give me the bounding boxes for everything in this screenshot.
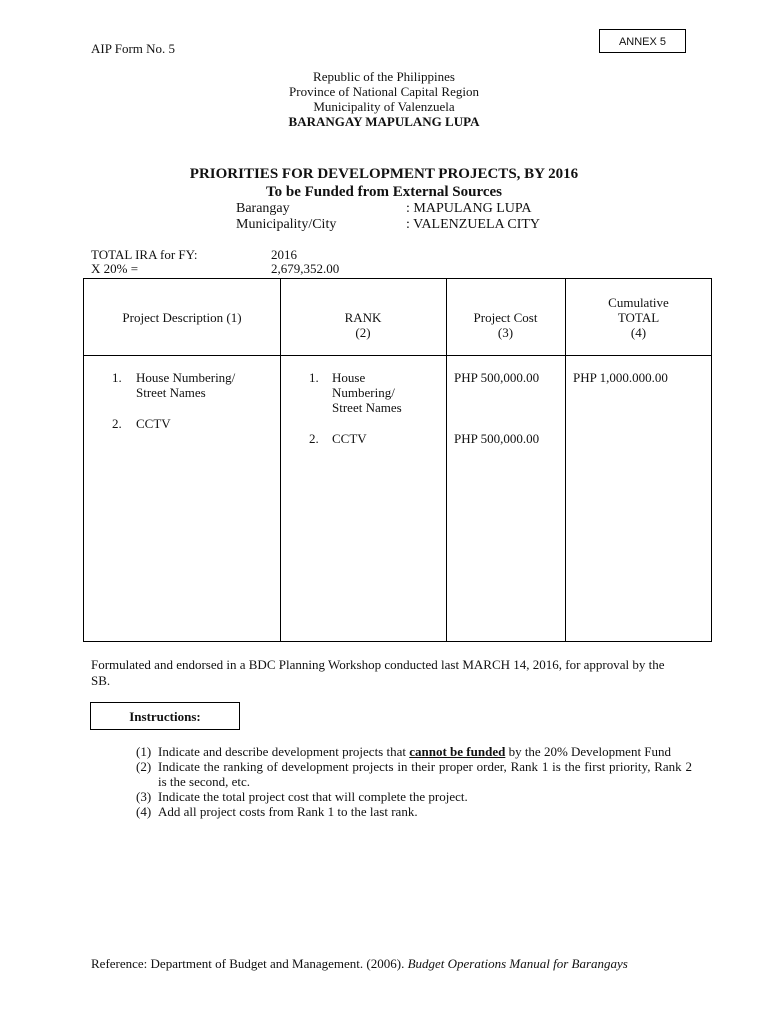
title-sub: To be Funded from External Sources bbox=[266, 184, 502, 200]
document-title bbox=[0, 165, 768, 201]
instruction-number: (1) bbox=[136, 744, 152, 759]
header-province: Province of National Capital Region bbox=[289, 84, 479, 99]
ira-year: 2016 bbox=[271, 247, 297, 262]
instruction-number: (4) bbox=[136, 804, 152, 819]
item-text: CCTV bbox=[332, 431, 367, 446]
item-text: Street Names bbox=[332, 400, 402, 415]
project-cost: PHP 500,000.00 bbox=[454, 370, 540, 385]
instruction-text: by the 20% Development Fund bbox=[505, 744, 672, 759]
title-main: PRIORITIES FOR DEVELOPMENT PROJECTS, BY 2016 bbox=[189, 166, 579, 182]
header-municipality: Municipality of Valenzuela bbox=[313, 99, 455, 114]
project-cost: PHP 500,000.00 bbox=[454, 431, 540, 446]
header-project-cost bbox=[446, 310, 565, 340]
list-item bbox=[112, 370, 235, 400]
item-text: House Numbering/ bbox=[136, 370, 236, 385]
list-item bbox=[309, 431, 367, 446]
instructions-title: Instructions: bbox=[90, 702, 240, 730]
header-total-label: TOTAL bbox=[617, 310, 660, 325]
instruction-number: (3) bbox=[136, 789, 152, 804]
ira-label: TOTAL IRA for FY: bbox=[91, 247, 198, 262]
reference-note bbox=[91, 956, 628, 972]
list-item bbox=[309, 370, 402, 415]
instruction-number: (2) bbox=[136, 759, 152, 774]
item-number: 2. bbox=[112, 416, 122, 431]
instruction-text: Indicate and describe development projects that bbox=[158, 744, 410, 759]
item-text: Numbering/ bbox=[332, 385, 395, 400]
letterhead bbox=[0, 69, 768, 129]
reference-prefix: Reference: Department of Budget and Management. (2006). bbox=[91, 956, 408, 971]
form-number: AIP Form No. 5 bbox=[91, 41, 176, 56]
barangay-value: : MAPULANG LUPA bbox=[406, 201, 532, 216]
item-text: House bbox=[332, 370, 366, 385]
header-rank-number: (2) bbox=[355, 325, 371, 340]
formulated-note: Formulated and endorsed in a BDC Planning Workshop conducted last MARCH 14, 2016, for approval by the SB. bbox=[91, 657, 665, 688]
instruction-text: Indicate the ranking of development projects in their proper order, Rank 1 is the first priority, Rank 2 is the second, etc. bbox=[158, 759, 692, 789]
item-number: 1. bbox=[112, 370, 122, 385]
header-divider bbox=[84, 355, 711, 356]
twenty-percent-value: 2,679,352.00 bbox=[271, 261, 340, 276]
header-cost-number: (3) bbox=[497, 325, 514, 340]
header-rank bbox=[280, 310, 446, 340]
header-cumulative-total bbox=[565, 295, 712, 340]
item-text: Street Names bbox=[136, 385, 206, 400]
instruction-item bbox=[136, 744, 692, 759]
cumulative-total: PHP 1,000.000.00 bbox=[573, 370, 668, 385]
item-text: CCTV bbox=[136, 416, 171, 431]
annex-label: ANNEX 5 bbox=[599, 29, 686, 53]
reference-title: Budget Operations Manual for Barangays bbox=[407, 956, 628, 971]
item-number: 2. bbox=[309, 431, 319, 446]
header-barangay: BARANGAY MAPULANG LUPA bbox=[288, 114, 480, 129]
list-item bbox=[112, 416, 171, 431]
item-number: 1. bbox=[309, 370, 319, 385]
instruction-item bbox=[136, 789, 692, 804]
instruction-text: Add all project costs from Rank 1 to the last rank. bbox=[158, 804, 418, 819]
header-project-description: Project Description (1) bbox=[122, 310, 242, 325]
twenty-percent-label: X 20% = bbox=[91, 261, 139, 276]
municipality-label: Municipality/City bbox=[236, 217, 337, 232]
instruction-item bbox=[136, 804, 692, 819]
municipality-value: : VALENZUELA CITY bbox=[406, 217, 541, 232]
instruction-text: Indicate the total project cost that will complete the project. bbox=[158, 789, 468, 804]
header-rank-label: RANK bbox=[344, 310, 382, 325]
header-cumulative-label: Cumulative bbox=[608, 295, 669, 310]
barangay-label: Barangay bbox=[236, 201, 290, 216]
header-republic: Republic of the Philippines bbox=[313, 69, 455, 84]
projects-table bbox=[83, 278, 712, 642]
instruction-item bbox=[136, 759, 692, 789]
instruction-emphasis: cannot be funded bbox=[409, 744, 506, 759]
instructions-list bbox=[136, 744, 692, 819]
header-cost-label: Project Cost bbox=[473, 310, 538, 325]
header-cumulative-number: (4) bbox=[630, 325, 647, 340]
